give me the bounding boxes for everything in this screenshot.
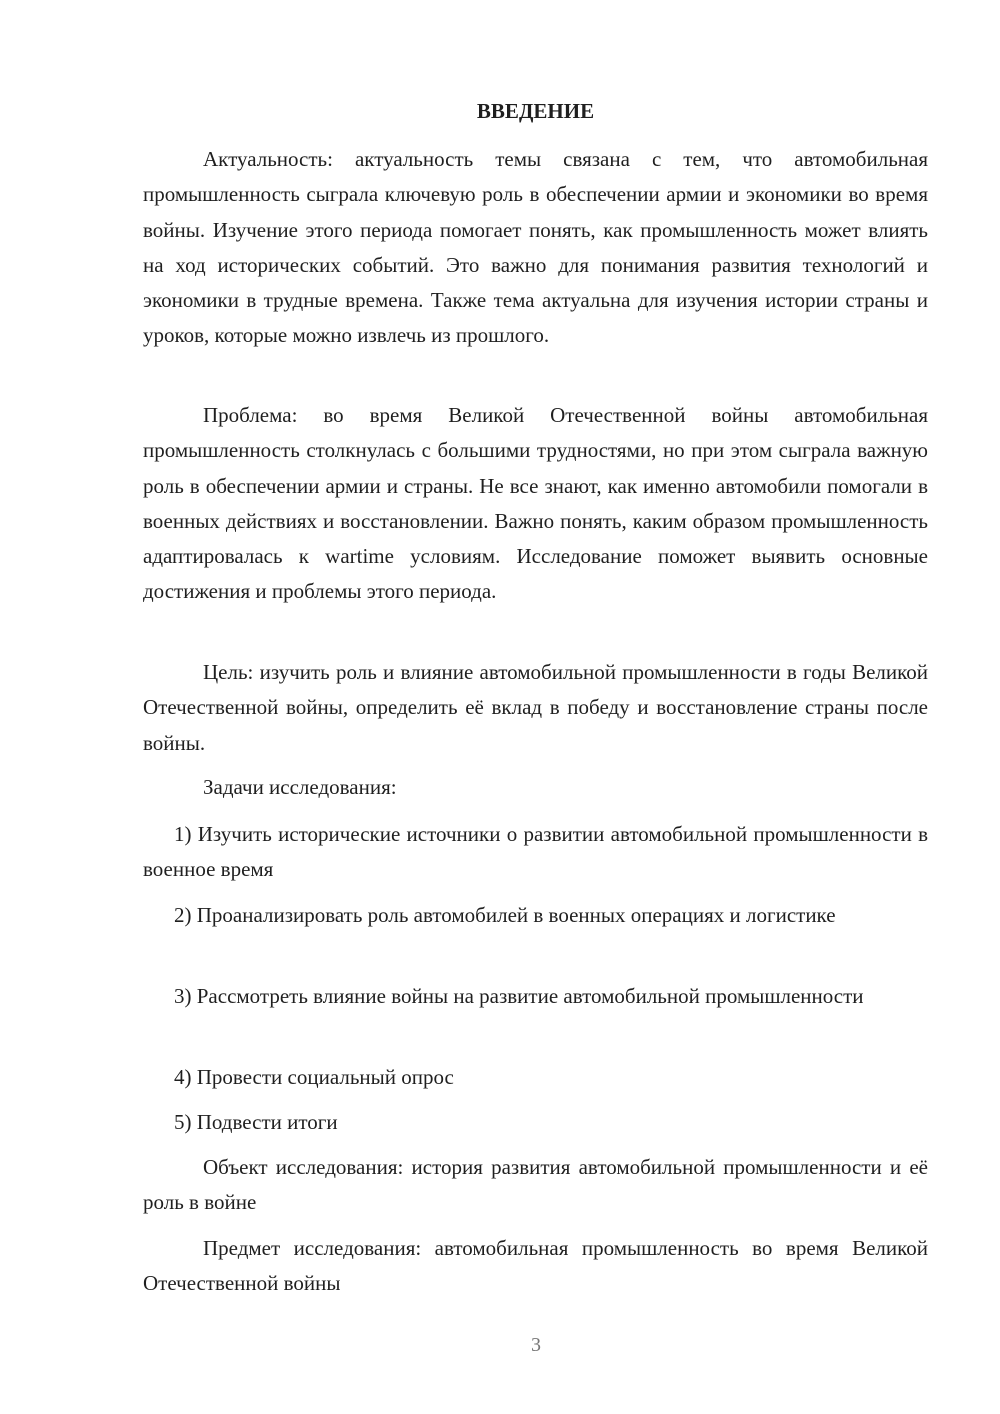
subject-paragraph: Предмет исследования: автомобильная промышленность во время Великой Отечественной войны <box>143 1236 928 1296</box>
task-item-5: 5) Подвести итоги <box>174 1110 338 1134</box>
page-title: ВВЕДЕНИЕ <box>476 99 595 123</box>
object-paragraph: Объект исследования: история развития автомобильной промышленности и её роль в войне <box>143 1155 928 1215</box>
problem-paragraph: Проблема: во время Великой Отечественной войны автомобильная промышленность столкнулась с большими трудностями, но при этом сыграла важную роль в обеспечении армии и страны. Не все знают, как именно автомобили помогали в военных действиях и восстановлении. Важно понять, каким образом промышленность адаптировалась к wartime условиям. Исследование поможет выявить основные достижения и проблемы этого периода. <box>143 403 928 604</box>
relevance-paragraph: Актуальность: актуальность темы связана с тем, что автомобильная промышленность сыграла ключевую роль в обеспечении армии и экономики во время войны. Изучение этого периода помогает понять, как промышленность может влиять на ход исторических событий. Это важно для понимания развития технологий и экономики в трудные времена. Также тема актуальна для изучения истории страны и уроков, которые можно извлечь из прошлого. <box>143 147 928 348</box>
task-item-4: 4) Провести социальный опрос <box>174 1065 454 1089</box>
page-number: 3 <box>531 1334 541 1356</box>
task-item-1: 1) Изучить исторические источники о развитии автомобильной промышленности в военное время <box>143 822 928 882</box>
task-item-3: 3) Рассмотреть влияние войны на развитие автомобильной промышленности <box>174 984 864 1008</box>
goal-paragraph: Цель: изучить роль и влияние автомобильной промышленности в годы Великой Отечественной войны, определить её вклад в победу и восстановление страны после войны. <box>143 660 928 755</box>
tasks-heading: Задачи исследования: <box>203 775 397 799</box>
task-item-2: 2) Проанализировать роль автомобилей в военных операциях и логистике <box>174 903 836 927</box>
